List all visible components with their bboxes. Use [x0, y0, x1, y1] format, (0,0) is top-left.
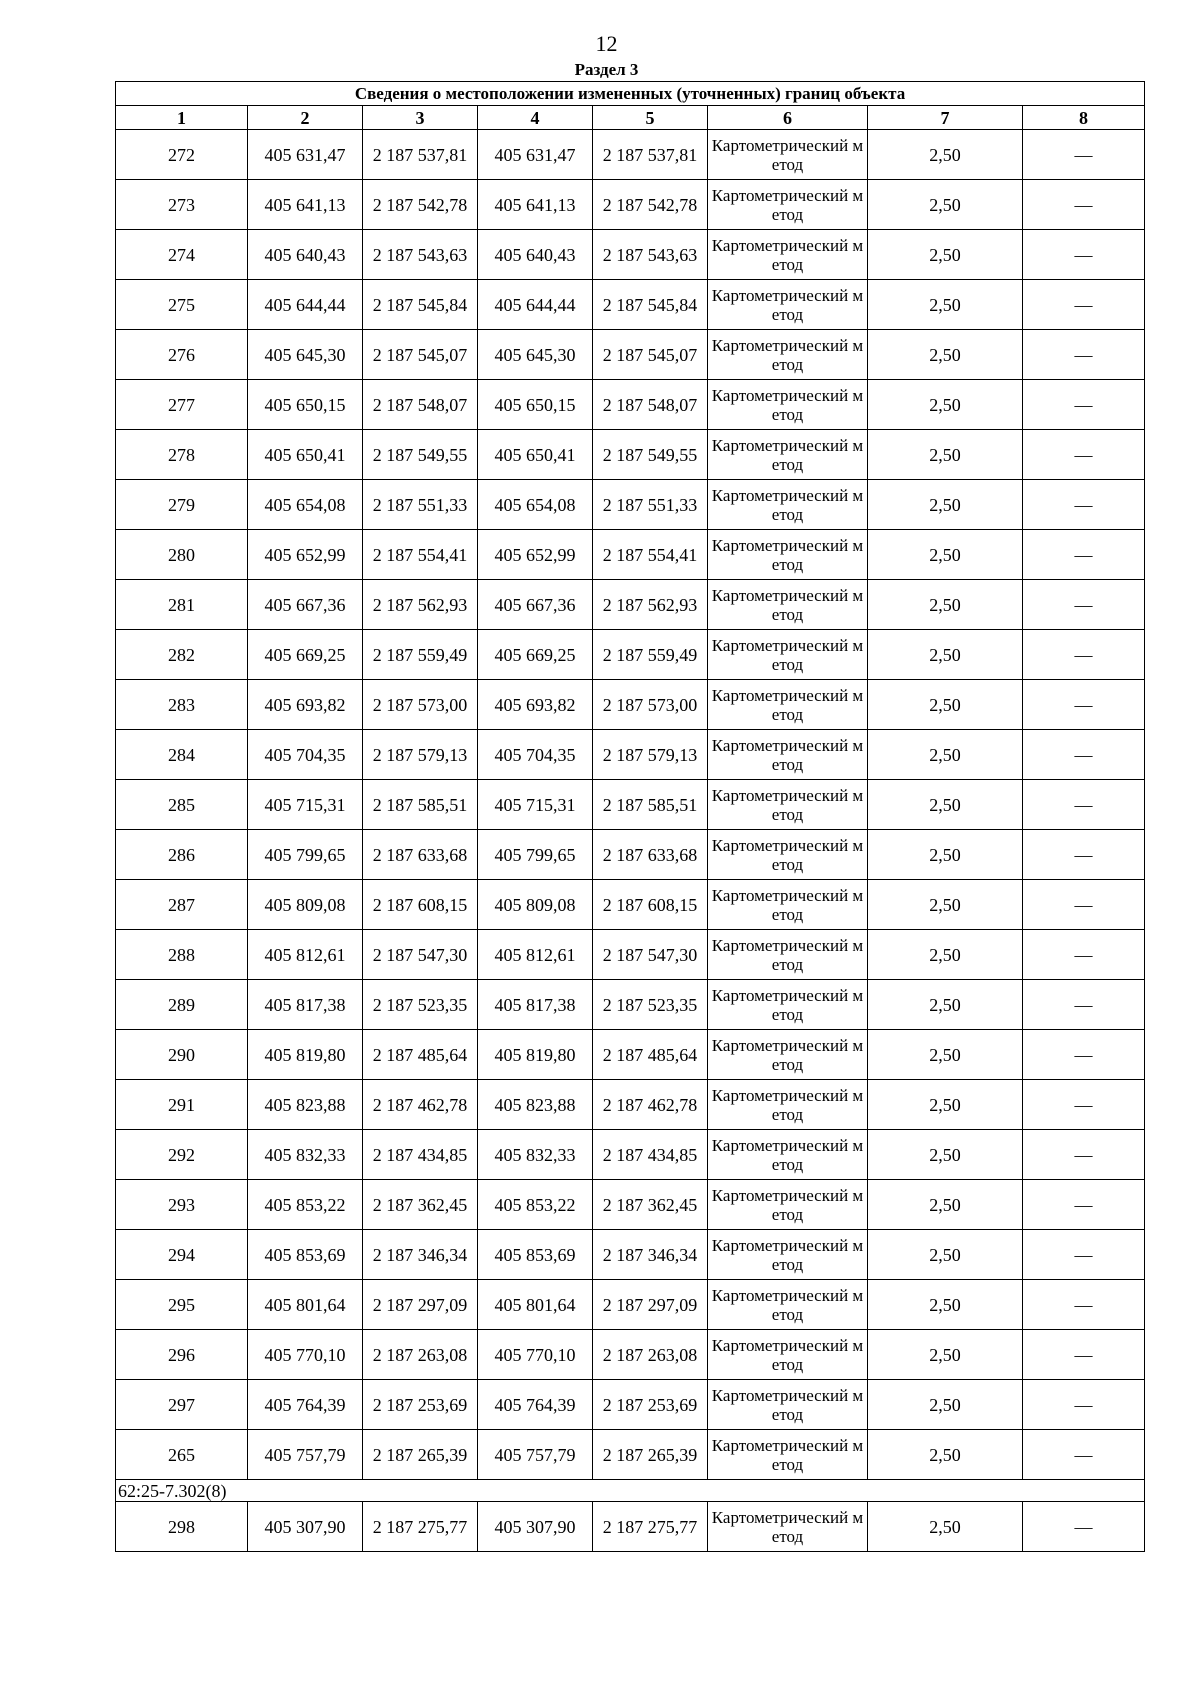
- x-existing-cell: 405 704,35: [248, 730, 363, 780]
- y-existing-cell: 2 187 547,30: [363, 930, 478, 980]
- table-row: [116, 830, 1145, 880]
- description-cell: —: [1023, 1380, 1145, 1430]
- point-number-cell: 287: [116, 880, 248, 930]
- y-new-cell: 2 187 265,39: [593, 1430, 708, 1480]
- accuracy-cell: 2,50: [868, 1180, 1023, 1230]
- point-number-cell: 296: [116, 1330, 248, 1380]
- x-existing-cell: 405 832,33: [248, 1130, 363, 1180]
- y-existing-cell: 2 187 554,41: [363, 530, 478, 580]
- y-existing-cell: 2 187 265,39: [363, 1430, 478, 1480]
- x-existing-cell: 405 801,64: [248, 1280, 363, 1330]
- table-row: [116, 1502, 1145, 1552]
- y-existing-cell: 2 187 548,07: [363, 380, 478, 430]
- section-title: Раздел 3: [574, 60, 639, 79]
- x-existing-cell: 405 823,88: [248, 1080, 363, 1130]
- x-new-cell: 405 650,15: [478, 380, 593, 430]
- y-existing-cell: 2 187 549,55: [363, 430, 478, 480]
- description-cell: —: [1023, 780, 1145, 830]
- method-cell: Картометрический метод: [708, 1080, 868, 1130]
- table-row: [116, 1330, 1145, 1380]
- table-row: [116, 330, 1145, 380]
- accuracy-cell: 2,50: [868, 330, 1023, 380]
- table-row: [116, 480, 1145, 530]
- table-row: [116, 380, 1145, 430]
- table-row: [116, 230, 1145, 280]
- x-existing-cell: 405 764,39: [248, 1380, 363, 1430]
- boundary-coordinates-table: [115, 81, 1145, 1552]
- column-header: 5: [593, 106, 708, 130]
- x-new-cell: 405 832,33: [478, 1130, 593, 1180]
- y-new-cell: 2 187 548,07: [593, 380, 708, 430]
- method-cell: Картометрический метод: [708, 1180, 868, 1230]
- table-row: [116, 1380, 1145, 1430]
- description-cell: —: [1023, 730, 1145, 780]
- x-existing-cell: 405 693,82: [248, 680, 363, 730]
- table-row: [116, 1030, 1145, 1080]
- y-existing-cell: 2 187 551,33: [363, 480, 478, 530]
- y-new-cell: 2 187 633,68: [593, 830, 708, 880]
- x-new-cell: 405 809,08: [478, 880, 593, 930]
- column-header: 1: [116, 106, 248, 130]
- column-header: 4: [478, 106, 593, 130]
- method-cell: Картометрический метод: [708, 530, 868, 580]
- x-new-cell: 405 693,82: [478, 680, 593, 730]
- x-new-cell: 405 650,41: [478, 430, 593, 480]
- accuracy-cell: 2,50: [868, 780, 1023, 830]
- table-row: [116, 780, 1145, 830]
- description-cell: —: [1023, 1030, 1145, 1080]
- y-new-cell: 2 187 297,09: [593, 1280, 708, 1330]
- y-new-cell: 2 187 275,77: [593, 1502, 708, 1552]
- point-number-cell: 290: [116, 1030, 248, 1080]
- x-existing-cell: 405 645,30: [248, 330, 363, 380]
- x-new-cell: 405 641,13: [478, 180, 593, 230]
- x-new-cell: 405 801,64: [478, 1280, 593, 1330]
- point-number-cell: 283: [116, 680, 248, 730]
- description-cell: —: [1023, 1130, 1145, 1180]
- table-row: [116, 980, 1145, 1030]
- y-existing-cell: 2 187 562,93: [363, 580, 478, 630]
- description-cell: —: [1023, 230, 1145, 280]
- method-cell: Картометрический метод: [708, 1230, 868, 1280]
- point-number-cell: 293: [116, 1180, 248, 1230]
- y-new-cell: 2 187 462,78: [593, 1080, 708, 1130]
- y-existing-cell: 2 187 346,34: [363, 1230, 478, 1280]
- y-new-cell: 2 187 608,15: [593, 880, 708, 930]
- x-new-cell: 405 853,22: [478, 1180, 593, 1230]
- table-row: [116, 1130, 1145, 1180]
- method-cell: Картометрический метод: [708, 630, 868, 680]
- y-existing-cell: 2 187 608,15: [363, 880, 478, 930]
- y-existing-cell: 2 187 485,64: [363, 1030, 478, 1080]
- table-row: [116, 1230, 1145, 1280]
- accuracy-cell: 2,50: [868, 480, 1023, 530]
- accuracy-cell: 2,50: [868, 1130, 1023, 1180]
- y-new-cell: 2 187 547,30: [593, 930, 708, 980]
- table-row: [116, 1430, 1145, 1480]
- y-new-cell: 2 187 551,33: [593, 480, 708, 530]
- method-cell: Картометрический метод: [708, 380, 868, 430]
- table-row: [116, 280, 1145, 330]
- method-cell: Картометрический метод: [708, 1130, 868, 1180]
- method-cell: Картометрический метод: [708, 830, 868, 880]
- method-cell: Картометрический метод: [708, 1330, 868, 1380]
- description-cell: —: [1023, 930, 1145, 980]
- description-cell: —: [1023, 680, 1145, 730]
- point-number-cell: 297: [116, 1380, 248, 1430]
- accuracy-cell: 2,50: [868, 280, 1023, 330]
- point-number-cell: 278: [116, 430, 248, 480]
- column-header: 3: [363, 106, 478, 130]
- y-new-cell: 2 187 537,81: [593, 130, 708, 180]
- y-new-cell: 2 187 253,69: [593, 1380, 708, 1430]
- method-cell: Картометрический метод: [708, 130, 868, 180]
- x-existing-cell: 405 307,90: [248, 1502, 363, 1552]
- accuracy-cell: 2,50: [868, 880, 1023, 930]
- page-number: 12: [595, 31, 618, 56]
- point-number-cell: 275: [116, 280, 248, 330]
- y-existing-cell: 2 187 537,81: [363, 130, 478, 180]
- table-row: [116, 430, 1145, 480]
- x-existing-cell: 405 654,08: [248, 480, 363, 530]
- x-existing-cell: 405 631,47: [248, 130, 363, 180]
- table-row: [116, 180, 1145, 230]
- y-new-cell: 2 187 545,84: [593, 280, 708, 330]
- point-number-cell: 272: [116, 130, 248, 180]
- y-new-cell: 2 187 263,08: [593, 1330, 708, 1380]
- point-number-cell: 285: [116, 780, 248, 830]
- y-existing-cell: 2 187 462,78: [363, 1080, 478, 1130]
- y-new-cell: 2 187 346,34: [593, 1230, 708, 1280]
- y-existing-cell: 2 187 362,45: [363, 1180, 478, 1230]
- y-new-cell: 2 187 543,63: [593, 230, 708, 280]
- table-row: [116, 1080, 1145, 1130]
- y-existing-cell: 2 187 297,09: [363, 1280, 478, 1330]
- point-number-cell: 280: [116, 530, 248, 580]
- x-existing-cell: 405 640,43: [248, 230, 363, 280]
- y-new-cell: 2 187 434,85: [593, 1130, 708, 1180]
- y-existing-cell: 2 187 545,84: [363, 280, 478, 330]
- method-cell: Картометрический метод: [708, 230, 868, 280]
- y-new-cell: 2 187 585,51: [593, 780, 708, 830]
- x-existing-cell: 405 667,36: [248, 580, 363, 630]
- x-existing-cell: 405 809,08: [248, 880, 363, 930]
- x-new-cell: 405 770,10: [478, 1330, 593, 1380]
- x-new-cell: 405 704,35: [478, 730, 593, 780]
- group-label: 62:25-7.302(8): [116, 1480, 1145, 1502]
- x-existing-cell: 405 669,25: [248, 630, 363, 680]
- description-cell: —: [1023, 1330, 1145, 1380]
- point-number-cell: 279: [116, 480, 248, 530]
- method-cell: Картометрический метод: [708, 1030, 868, 1080]
- y-new-cell: 2 187 545,07: [593, 330, 708, 380]
- y-new-cell: 2 187 554,41: [593, 530, 708, 580]
- accuracy-cell: 2,50: [868, 1280, 1023, 1330]
- accuracy-cell: 2,50: [868, 1230, 1023, 1280]
- y-existing-cell: 2 187 253,69: [363, 1380, 478, 1430]
- column-header: 8: [1023, 106, 1145, 130]
- x-existing-cell: 405 650,15: [248, 380, 363, 430]
- description-cell: —: [1023, 430, 1145, 480]
- y-existing-cell: 2 187 263,08: [363, 1330, 478, 1380]
- accuracy-cell: 2,50: [868, 530, 1023, 580]
- x-new-cell: 405 669,25: [478, 630, 593, 680]
- x-existing-cell: 405 652,99: [248, 530, 363, 580]
- table-row: [116, 130, 1145, 180]
- description-cell: —: [1023, 1502, 1145, 1552]
- y-existing-cell: 2 187 559,49: [363, 630, 478, 680]
- point-number-cell: 284: [116, 730, 248, 780]
- x-new-cell: 405 640,43: [478, 230, 593, 280]
- description-cell: —: [1023, 1230, 1145, 1280]
- method-cell: Картометрический метод: [708, 480, 868, 530]
- accuracy-cell: 2,50: [868, 430, 1023, 480]
- x-existing-cell: 405 853,22: [248, 1180, 363, 1230]
- x-new-cell: 405 645,30: [478, 330, 593, 380]
- method-cell: Картометрический метод: [708, 780, 868, 830]
- description-cell: —: [1023, 180, 1145, 230]
- x-new-cell: 405 819,80: [478, 1030, 593, 1080]
- description-cell: —: [1023, 630, 1145, 680]
- x-new-cell: 405 823,88: [478, 1080, 593, 1130]
- table-row: [116, 580, 1145, 630]
- point-number-cell: 292: [116, 1130, 248, 1180]
- method-cell: Картометрический метод: [708, 1380, 868, 1430]
- table-row: [116, 930, 1145, 980]
- x-existing-cell: 405 812,61: [248, 930, 363, 980]
- point-number-cell: 286: [116, 830, 248, 880]
- method-cell: Картометрический метод: [708, 680, 868, 730]
- y-existing-cell: 2 187 543,63: [363, 230, 478, 280]
- x-new-cell: 405 652,99: [478, 530, 593, 580]
- y-existing-cell: 2 187 573,00: [363, 680, 478, 730]
- description-cell: —: [1023, 1180, 1145, 1230]
- x-new-cell: 405 715,31: [478, 780, 593, 830]
- point-number-cell: 265: [116, 1430, 248, 1480]
- x-new-cell: 405 654,08: [478, 480, 593, 530]
- point-number-cell: 298: [116, 1502, 248, 1552]
- accuracy-cell: 2,50: [868, 1380, 1023, 1430]
- point-number-cell: 281: [116, 580, 248, 630]
- description-cell: —: [1023, 1080, 1145, 1130]
- x-existing-cell: 405 650,41: [248, 430, 363, 480]
- y-new-cell: 2 187 549,55: [593, 430, 708, 480]
- accuracy-cell: 2,50: [868, 930, 1023, 980]
- accuracy-cell: 2,50: [868, 1080, 1023, 1130]
- description-cell: —: [1023, 280, 1145, 330]
- x-new-cell: 405 644,44: [478, 280, 593, 330]
- y-existing-cell: 2 187 545,07: [363, 330, 478, 380]
- accuracy-cell: 2,50: [868, 630, 1023, 680]
- x-new-cell: 405 812,61: [478, 930, 593, 980]
- column-header: 2: [248, 106, 363, 130]
- y-new-cell: 2 187 562,93: [593, 580, 708, 630]
- point-number-cell: 277: [116, 380, 248, 430]
- x-existing-cell: 405 641,13: [248, 180, 363, 230]
- table-row: [116, 680, 1145, 730]
- table-row: [116, 1280, 1145, 1330]
- point-number-cell: 291: [116, 1080, 248, 1130]
- method-cell: Картометрический метод: [708, 330, 868, 380]
- y-existing-cell: 2 187 585,51: [363, 780, 478, 830]
- accuracy-cell: 2,50: [868, 980, 1023, 1030]
- accuracy-cell: 2,50: [868, 580, 1023, 630]
- column-header: 7: [868, 106, 1023, 130]
- accuracy-cell: 2,50: [868, 1502, 1023, 1552]
- accuracy-cell: 2,50: [868, 230, 1023, 280]
- description-cell: —: [1023, 880, 1145, 930]
- point-number-cell: 274: [116, 230, 248, 280]
- y-new-cell: 2 187 542,78: [593, 180, 708, 230]
- table-caption: Сведения о местоположении измененных (уточненных) границ объекта: [116, 82, 1145, 106]
- description-cell: —: [1023, 530, 1145, 580]
- column-header-row: [116, 106, 1145, 130]
- description-cell: —: [1023, 580, 1145, 630]
- y-existing-cell: 2 187 633,68: [363, 830, 478, 880]
- x-existing-cell: 405 757,79: [248, 1430, 363, 1480]
- point-number-cell: 273: [116, 180, 248, 230]
- x-existing-cell: 405 770,10: [248, 1330, 363, 1380]
- accuracy-cell: 2,50: [868, 1330, 1023, 1380]
- accuracy-cell: 2,50: [868, 180, 1023, 230]
- method-cell: Картометрический метод: [708, 980, 868, 1030]
- x-existing-cell: 405 715,31: [248, 780, 363, 830]
- y-new-cell: 2 187 523,35: [593, 980, 708, 1030]
- point-number-cell: 294: [116, 1230, 248, 1280]
- accuracy-cell: 2,50: [868, 680, 1023, 730]
- accuracy-cell: 2,50: [868, 1430, 1023, 1480]
- x-existing-cell: 405 817,38: [248, 980, 363, 1030]
- method-cell: Картометрический метод: [708, 430, 868, 480]
- description-cell: —: [1023, 330, 1145, 380]
- x-new-cell: 405 757,79: [478, 1430, 593, 1480]
- table-row: [116, 530, 1145, 580]
- accuracy-cell: 2,50: [868, 130, 1023, 180]
- method-cell: Картометрический метод: [708, 930, 868, 980]
- method-cell: Картометрический метод: [708, 880, 868, 930]
- y-new-cell: 2 187 485,64: [593, 1030, 708, 1080]
- y-existing-cell: 2 187 275,77: [363, 1502, 478, 1552]
- description-cell: —: [1023, 130, 1145, 180]
- accuracy-cell: 2,50: [868, 380, 1023, 430]
- point-number-cell: 295: [116, 1280, 248, 1330]
- x-new-cell: 405 799,65: [478, 830, 593, 880]
- method-cell: Картометрический метод: [708, 280, 868, 330]
- method-cell: Картометрический метод: [708, 1430, 868, 1480]
- y-new-cell: 2 187 362,45: [593, 1180, 708, 1230]
- x-new-cell: 405 817,38: [478, 980, 593, 1030]
- x-existing-cell: 405 644,44: [248, 280, 363, 330]
- group-row: [116, 1480, 1145, 1502]
- method-cell: Картометрический метод: [708, 1502, 868, 1552]
- table-row: [116, 1180, 1145, 1230]
- accuracy-cell: 2,50: [868, 1030, 1023, 1080]
- column-header: 6: [708, 106, 868, 130]
- method-cell: Картометрический метод: [708, 180, 868, 230]
- x-existing-cell: 405 853,69: [248, 1230, 363, 1280]
- x-new-cell: 405 667,36: [478, 580, 593, 630]
- description-cell: —: [1023, 480, 1145, 530]
- description-cell: —: [1023, 380, 1145, 430]
- point-number-cell: 289: [116, 980, 248, 1030]
- method-cell: Картометрический метод: [708, 580, 868, 630]
- table-row: [116, 730, 1145, 780]
- accuracy-cell: 2,50: [868, 830, 1023, 880]
- y-existing-cell: 2 187 579,13: [363, 730, 478, 780]
- table-caption-row: [116, 82, 1145, 106]
- method-cell: Картометрический метод: [708, 730, 868, 780]
- x-existing-cell: 405 799,65: [248, 830, 363, 880]
- x-new-cell: 405 853,69: [478, 1230, 593, 1280]
- description-cell: —: [1023, 1430, 1145, 1480]
- y-existing-cell: 2 187 542,78: [363, 180, 478, 230]
- y-existing-cell: 2 187 523,35: [363, 980, 478, 1030]
- description-cell: —: [1023, 1280, 1145, 1330]
- y-existing-cell: 2 187 434,85: [363, 1130, 478, 1180]
- table-row: [116, 880, 1145, 930]
- x-new-cell: 405 764,39: [478, 1380, 593, 1430]
- y-new-cell: 2 187 559,49: [593, 630, 708, 680]
- table-row: [116, 630, 1145, 680]
- x-new-cell: 405 631,47: [478, 130, 593, 180]
- point-number-cell: 282: [116, 630, 248, 680]
- x-existing-cell: 405 819,80: [248, 1030, 363, 1080]
- x-new-cell: 405 307,90: [478, 1502, 593, 1552]
- accuracy-cell: 2,50: [868, 730, 1023, 780]
- y-new-cell: 2 187 579,13: [593, 730, 708, 780]
- description-cell: —: [1023, 980, 1145, 1030]
- method-cell: Картометрический метод: [708, 1280, 868, 1330]
- point-number-cell: 288: [116, 930, 248, 980]
- point-number-cell: 276: [116, 330, 248, 380]
- description-cell: —: [1023, 830, 1145, 880]
- y-new-cell: 2 187 573,00: [593, 680, 708, 730]
